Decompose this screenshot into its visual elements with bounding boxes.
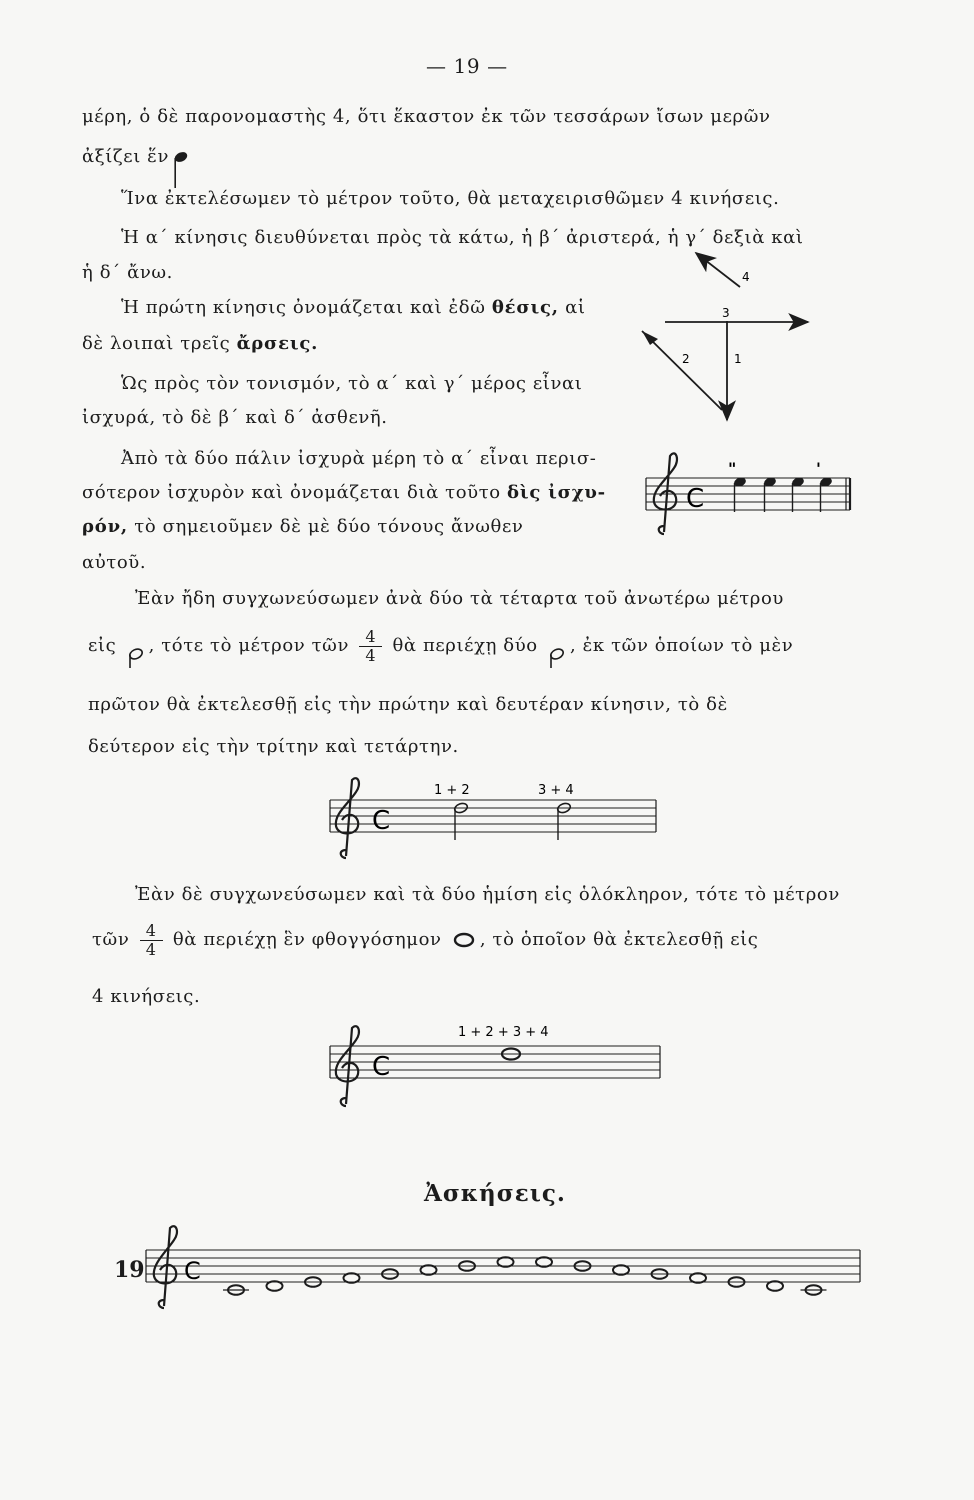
text-line-with-notes	[92, 918, 758, 982]
text-line: δεύτερον εἰς τὴν τρίτην καὶ τετάρτην.	[88, 736, 459, 757]
beat-count-label: 1 + 2 + 3 + 4	[458, 1025, 549, 1040]
time-signature: C	[372, 806, 391, 836]
term-thesis: θέσις,	[491, 297, 559, 318]
music-example-whole-note	[326, 1022, 662, 1114]
beat-2-arrow	[642, 331, 722, 410]
text-line: Ἐὰν ἤδη συγχωνεύσωμεν ἀνὰ δύο τὰ τέταρτα τοῦ ἀνωτέρω μέτρου	[135, 588, 784, 609]
text-span: Ἡ πρώτη κίνησις ὀνομάζεται καὶ ἐδῶ	[121, 297, 486, 318]
whole-note-icon	[452, 930, 476, 950]
fraction-denominator: 4	[145, 939, 157, 959]
quarter-note-icon	[172, 146, 192, 190]
treble-clef-icon	[336, 1026, 359, 1106]
text-span: τὸ σημειοῦμεν δὲ μὲ δύο τόνους ἄνωθεν	[134, 516, 524, 537]
text-line: ἡ δ΄ ἄνω.	[82, 262, 173, 283]
whole-note	[767, 1281, 783, 1291]
text-span: δὲ λοιπαὶ τρεῖς	[82, 333, 231, 354]
text-line-with-notes	[88, 624, 793, 688]
whole-note	[344, 1273, 360, 1283]
page-number: — 19 —	[426, 54, 508, 78]
text-span: αἱ	[565, 297, 586, 318]
exercises-title: Ἀσκήσεις.	[424, 1180, 566, 1207]
text-line	[82, 333, 318, 354]
fraction-numerator: 4	[359, 628, 382, 647]
text-span: , τὸ ὁποῖον θὰ ἐκτελεσθῇ εἰς	[479, 929, 759, 950]
text-span: σότερον ἰσχυρὸν καὶ ὀνομάζεται διὰ τοῦτο	[82, 482, 501, 503]
half-note-icon	[546, 624, 568, 668]
exercise-19-staff	[142, 1222, 862, 1314]
text-span: θὰ περιέχῃ δύο	[392, 635, 538, 656]
text-span: , ἐκ τῶν ὁποίων τὸ μὲν	[570, 635, 794, 656]
text-line: 4 κινήσεις.	[92, 986, 201, 1007]
fraction-numerator: 4	[140, 922, 163, 941]
text-line	[121, 297, 586, 318]
text-line: Ἡ α΄ κίνησις διευθύνεται πρὸς τὰ κάτω, ἡ β΄ ἀριστερά, ἡ γ΄ δεξιὰ καὶ	[121, 227, 804, 248]
exercise-number: 19	[114, 1257, 145, 1283]
text-span: , τότε τὸ μέτρον τῶν	[148, 635, 349, 656]
text-span: εἰς	[88, 635, 117, 656]
text-line	[82, 482, 606, 503]
fraction-denominator: 4	[365, 645, 377, 665]
text-line: Ἐὰν δὲ συγχωνεύσωμεν καὶ τὰ δύο ἡμίση εἰς ὁλόκληρον, τότε τὸ μέτρον	[135, 884, 840, 905]
time-signature: C	[184, 1257, 201, 1285]
text-line: Ὡς πρὸς τὸν τονισμόν, τὸ α΄ καὶ γ΄ μέρος εἶναι	[121, 373, 583, 394]
time-fraction	[140, 922, 163, 959]
text-line: πρῶτον θὰ ἐκτελεσθῇ εἰς τὴν πρώτην καὶ δευτέραν κίνησιν, τὸ δὲ	[88, 694, 728, 715]
term-dis-ischyron: δὶς ἰσχυ-	[507, 482, 606, 503]
whole-note	[267, 1281, 283, 1291]
text-span: θὰ περιέχῃ ἓν φθογγόσημον	[172, 929, 442, 950]
text-line: ἀξίζει ἕν	[82, 146, 169, 167]
diagram-label: 3	[722, 306, 730, 320]
time-signature: C	[372, 1052, 391, 1082]
whole-note	[613, 1265, 629, 1275]
term-arseis: ἄρσεις.	[236, 333, 319, 354]
music-example-half-notes	[326, 776, 658, 868]
text-line	[82, 516, 523, 537]
staff-lines	[646, 478, 850, 510]
music-example-quarter-notes	[636, 446, 852, 546]
conducting-pattern-diagram	[630, 245, 820, 430]
time-fraction	[359, 628, 382, 665]
text-line: ἰσχυρά, τὸ δὲ β΄ καὶ δ΄ ἀσθενῆ.	[82, 407, 388, 428]
whole-note	[536, 1257, 552, 1267]
half-note-icon	[125, 624, 147, 668]
diagram-label: 1	[734, 352, 742, 366]
text-line: μέρη, ὁ δὲ παρονομαστὴς 4, ὅτι ἕκαστον ἐκ τῶν τεσσάρων ἴσων μερῶν	[82, 106, 771, 127]
whole-note	[498, 1257, 514, 1267]
whole-note	[421, 1265, 437, 1275]
beat-count-label: 1 + 2	[434, 783, 470, 798]
text-line: Ἀπὸ τὰ δύο πάλιν ἰσχυρὰ μέρη τὸ α΄ εἶναι περισ-	[121, 448, 597, 469]
single-accent-mark: '	[816, 459, 821, 478]
term-dis-ischyron-end: ρόν,	[82, 516, 128, 537]
double-accent-mark: "	[728, 459, 737, 478]
diagram-label: 2	[682, 352, 690, 366]
diagram-label: 4	[742, 270, 750, 284]
time-signature: C	[686, 484, 705, 514]
treble-clef-icon	[154, 1226, 177, 1308]
text-line: Ἵνα ἐκτελέσωμεν τὸ μέτρον τοῦτο, θὰ μεταχειρισθῶμεν 4 κινήσεις.	[121, 188, 780, 209]
text-line: αὐτοῦ.	[82, 552, 147, 573]
whole-note	[690, 1273, 706, 1283]
treble-clef-icon	[336, 778, 359, 858]
beat-count-label: 3 + 4	[538, 783, 574, 798]
text-span: τῶν	[92, 929, 130, 950]
beat-4-arrow	[696, 253, 740, 287]
